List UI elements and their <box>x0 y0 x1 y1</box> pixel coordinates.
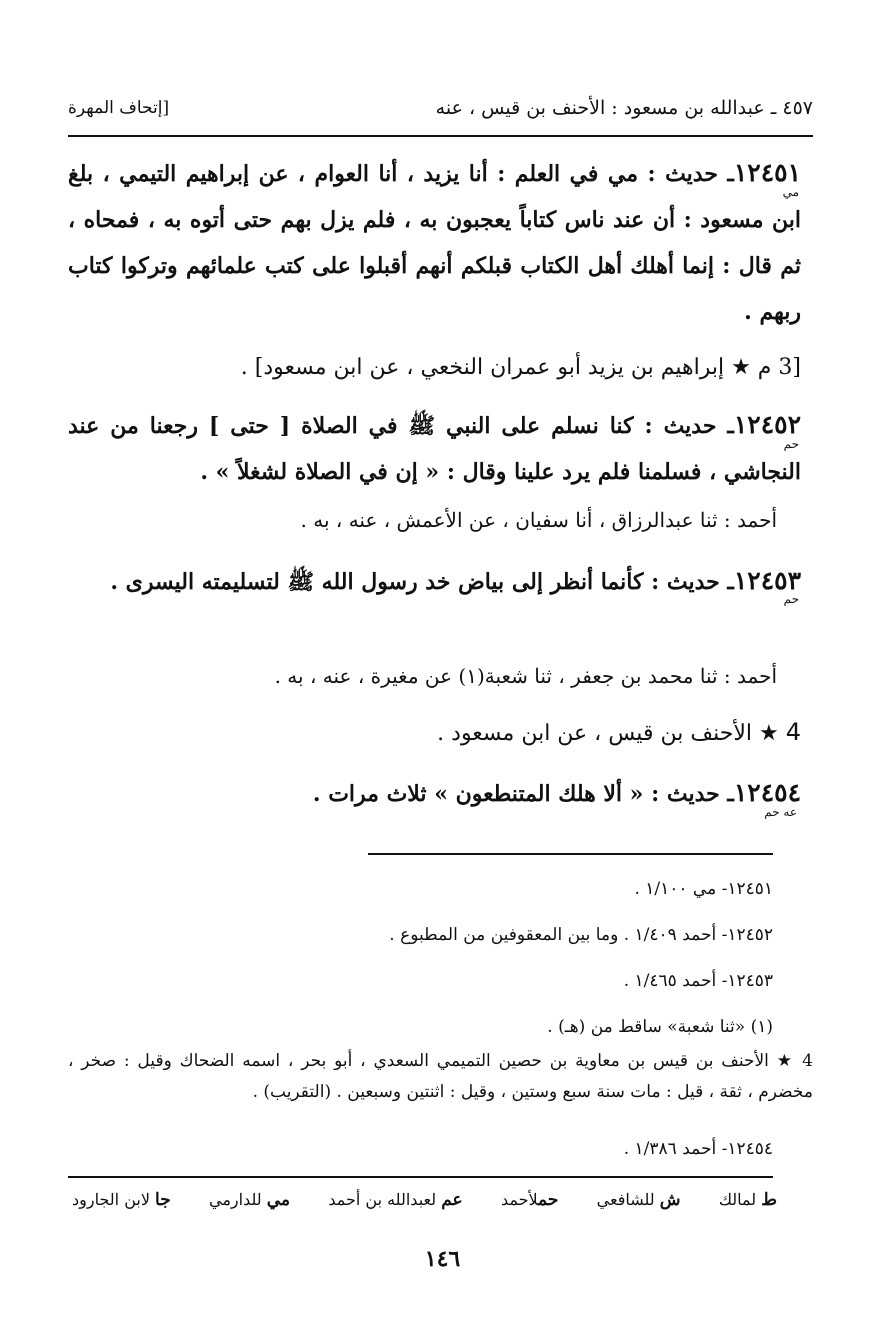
hadith-number: ١٢٤٥٣ <box>733 566 801 595</box>
chain-heading <box>68 348 801 388</box>
chain-heading <box>68 712 801 754</box>
footnote: (١) «ثنا شعبة» ساقط من (هـ) . <box>547 1017 773 1037</box>
abbreviation-legend <box>72 1190 777 1210</box>
running-header <box>68 90 813 126</box>
hadith-text: ـ حديث : « ألا هلك المتنطعون » ثلاث مرات . <box>312 781 734 807</box>
isnad-source: أحمد : ثنا محمد بن جعفر ، ثنا شعبة(١) عن مغيرة ، عنه ، به . <box>274 664 777 688</box>
hadith-number: ١٢٤٥٢ <box>733 410 801 439</box>
hadith-entry <box>68 150 801 335</box>
hadith-siglum: عه حم <box>764 805 797 819</box>
header-rule <box>68 135 813 137</box>
hadith-text: ـ حديث : كأنما أنظر إلى بياض خد رسول الله ﷺ لتسليمته اليسرى . <box>110 569 734 595</box>
chain-number: 4 <box>785 718 801 746</box>
hadith-text: ـ حديث : كنا نسلم على النبي ﷺ في الصلاة [ حتى ] رجعنا من عند النجاشي ، فسلمنا فلم يرد علينا وقال : « إن في الصلاة لشغلاً » . <box>68 413 801 485</box>
running-title: ٤٥٧ ـ عبدالله بن مسعود : الأحنف بن قيس ، عنه <box>435 97 813 119</box>
book-title: [إتحاف المهرة <box>68 98 170 118</box>
chain-text: [3 م ★ إبراهيم بن يزيد أبو عمران النخعي ، عن ابن مسعود] . <box>240 355 801 380</box>
hadith-number: ١٢٤٥١ <box>733 158 801 187</box>
legend-item: ش للشافعي <box>596 1190 681 1210</box>
page-number: ١٤٦ <box>424 1246 461 1272</box>
footnote: ١٢٤٥٤- أحمد ١/٣٨٦ . <box>623 1139 773 1159</box>
hadith-entry <box>68 558 801 605</box>
legend-rule <box>68 1176 773 1178</box>
hadith-number: ١٢٤٥٤ <box>733 778 801 807</box>
footnote: ١٢٤٥٣- أحمد ١/٤٦٥ . <box>623 971 773 991</box>
footnote-biography: 4 ★ الأحنف بن قيس بن معاوية بن حصين التميمي السعدي ، أبو بحر ، اسمه الضحاك وقيل : صخر ، مخضرم ، ثقة ، قيل : مات سنة سبع وستين ، وقيل : اثنتين وسبعين . (التقريب) . <box>68 1051 813 1102</box>
hadith-text: ـ حديث : مي في العلم : أنا يزيد ، أنا العوام ، عن إبراهيم التيمي ، بلغ ابن مسعود : أن عند ناس كتاباً يعجبون به ، فلم يزل بهم حتى أتوه به ، فمحاه ، ثم قال : إنما أهلك أهل الكتاب قبلكم أنهم أقبلوا على كتب علمائهم وتركوا كتاب ربهم . <box>68 161 801 325</box>
footnote: ١٢٤٥١- مي ١/١٠٠ . <box>634 879 773 899</box>
hadith-entry <box>68 770 801 817</box>
legend-item: عم لعبدالله بن أحمد <box>328 1190 463 1210</box>
hadith-entry <box>68 402 801 495</box>
chain-text: ★ الأحنف بن قيس ، عن ابن مسعود . <box>437 721 779 746</box>
hadith-siglum: حم <box>783 592 799 606</box>
hadith-siglum: مي <box>782 185 799 199</box>
isnad-source: أحمد : ثنا عبدالرزاق ، أنا سفيان ، عن الأعمش ، عنه ، به . <box>300 508 777 532</box>
footnote: ١٢٤٥٢- أحمد ١/٤٠٩ . وما بين المعقوفين من المطبوع . <box>389 925 773 945</box>
hadith-siglum: حم <box>783 437 799 451</box>
legend-item: حملأحمد <box>500 1190 559 1210</box>
footnote-rule <box>368 853 773 855</box>
legend-item: جا لابن الجارود <box>72 1190 171 1210</box>
legend-item: مي للدارمي <box>209 1190 291 1210</box>
legend-item: ط لمالك <box>718 1190 777 1210</box>
